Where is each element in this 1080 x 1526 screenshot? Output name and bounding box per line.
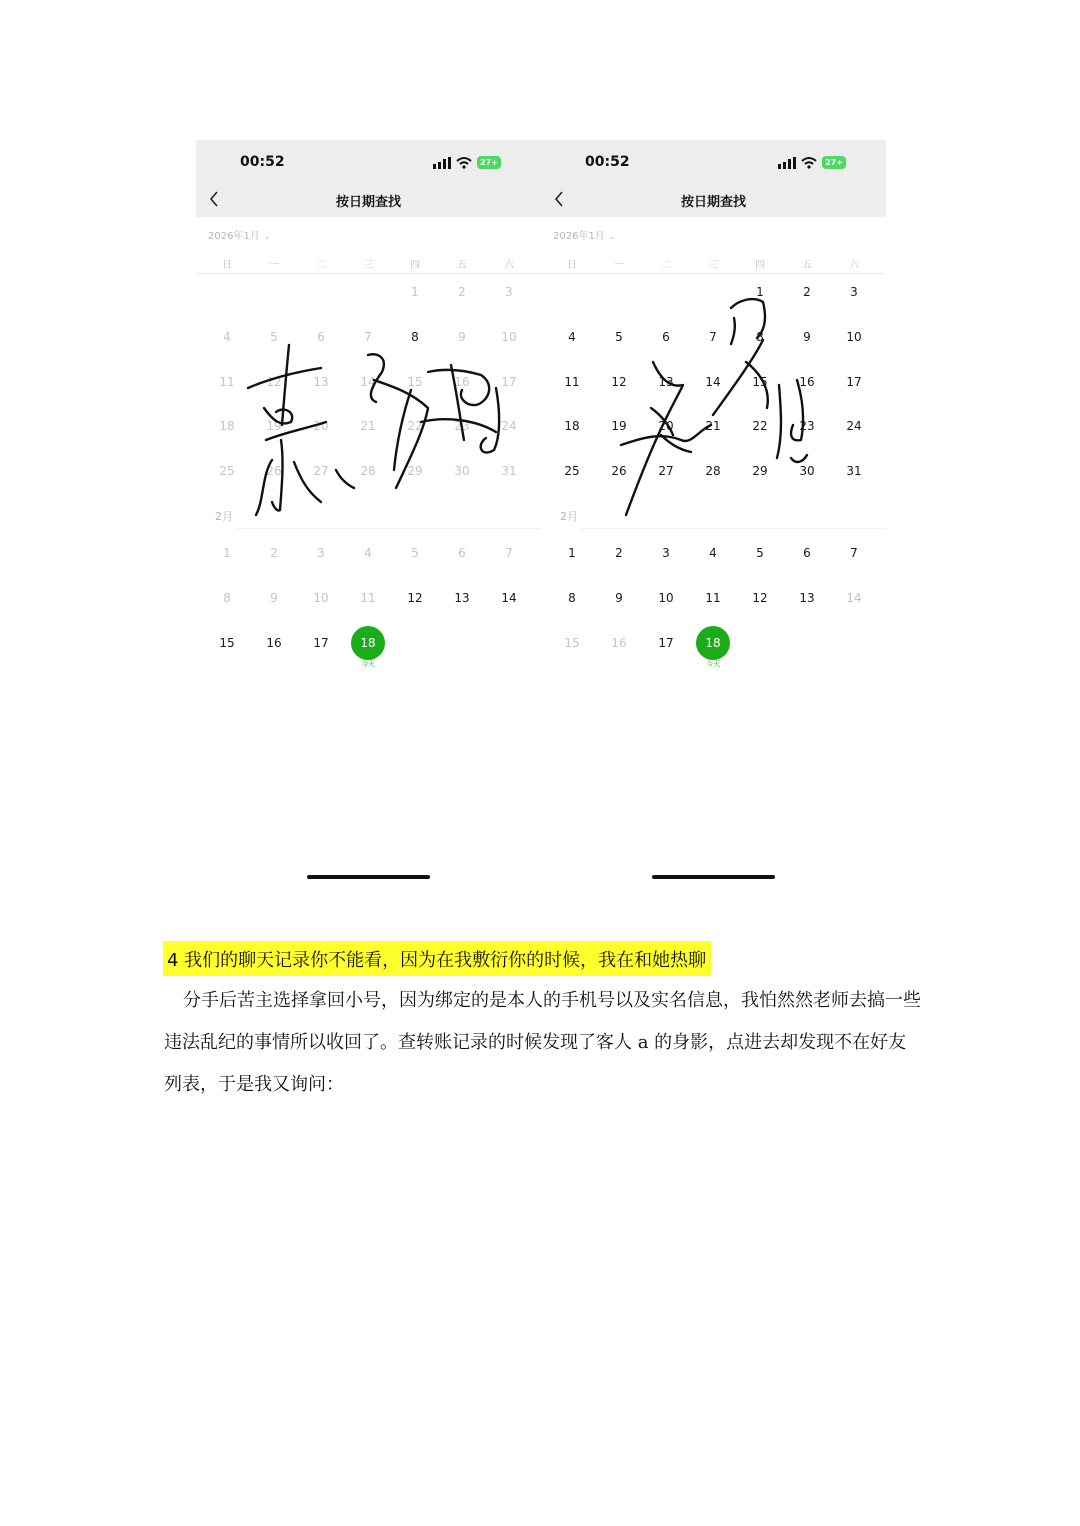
divider <box>236 528 541 529</box>
signal-icon <box>778 157 796 169</box>
battery-icon: 27+ <box>477 156 501 169</box>
calendar-day: 5 <box>270 330 278 344</box>
calendar-day[interactable]: 3 <box>662 546 670 560</box>
calendar-day[interactable]: 13 <box>454 591 470 605</box>
calendar-day: 20 <box>313 419 329 433</box>
handwritten-signature <box>541 140 886 890</box>
calendar-day[interactable]: 9 <box>615 591 623 605</box>
calendar-day[interactable]: 16 <box>799 375 815 389</box>
divider <box>581 528 886 529</box>
calendar-day[interactable]: 9 <box>803 330 811 344</box>
calendar-day[interactable]: 20 <box>658 419 674 433</box>
calendar-day: 2 <box>270 546 278 560</box>
calendar-day: 15 <box>407 375 423 389</box>
calendar-day[interactable]: 13 <box>799 591 815 605</box>
page-title: 按日期查找 <box>680 195 746 210</box>
calendar-day: 16 <box>611 636 627 650</box>
calendar-day[interactable]: 12 <box>407 591 423 605</box>
article-heading: 4 我们的聊天记录你不能看，因为在我敷衍你的时候，我在和她热聊 <box>163 941 711 976</box>
home-indicator <box>307 875 430 879</box>
calendar-day: 26 <box>266 464 282 478</box>
month-selector[interactable] <box>208 227 271 242</box>
weekday-label: 二 <box>316 260 326 271</box>
calendar-day: 30 <box>454 464 470 478</box>
weekday-label: 六 <box>504 260 514 271</box>
today-label: 今天 <box>706 660 720 668</box>
calendar-day[interactable]: 8 <box>756 330 764 344</box>
calendar-day: 8 <box>223 591 231 605</box>
calendar-day[interactable]: 4 <box>568 330 576 344</box>
calendar-day[interactable]: 12 <box>752 591 768 605</box>
home-indicator <box>652 875 775 879</box>
calendar-day[interactable]: 10 <box>846 330 862 344</box>
status-icons <box>433 155 503 171</box>
calendar-day[interactable]: 17 <box>313 636 329 650</box>
weekday-label: 三 <box>708 260 718 271</box>
calendar-day: 24 <box>501 419 517 433</box>
calendar-day[interactable]: 7 <box>709 330 717 344</box>
month-label-feb: 2月 <box>215 510 233 523</box>
month-selector-label: 2026年1月 <box>208 231 260 242</box>
calendar-day: 31 <box>501 464 517 478</box>
calendar-day: 12 <box>266 375 282 389</box>
month-selector[interactable] <box>553 227 616 242</box>
calendar-day[interactable]: 22 <box>752 419 768 433</box>
calendar-day: 10 <box>313 591 329 605</box>
month-selector-label: 2026年1月 <box>553 231 605 242</box>
weekday-label: 五 <box>802 260 812 271</box>
status-nav-bar <box>196 140 541 217</box>
calendar-day[interactable]: 25 <box>564 464 580 478</box>
status-time: 00:52 <box>585 154 630 170</box>
calendar-day[interactable]: 11 <box>705 591 721 605</box>
calendar-day-today[interactable]: 18 <box>696 626 730 660</box>
calendar-day-today[interactable]: 18 <box>351 626 385 660</box>
calendar-day[interactable]: 13 <box>658 375 674 389</box>
calendar-day[interactable]: 2 <box>615 546 623 560</box>
weekday-label: 三 <box>363 260 373 271</box>
battery-icon: 27+ <box>822 156 846 169</box>
weekday-label: 四 <box>410 260 420 271</box>
weekday-label: 二 <box>661 260 671 271</box>
calendar-day: 3 <box>317 546 325 560</box>
calendar-day: 11 <box>219 375 235 389</box>
calendar-day: 10 <box>501 330 517 344</box>
calendar-day: 23 <box>454 419 470 433</box>
calendar-day[interactable]: 14 <box>705 375 721 389</box>
calendar-day[interactable]: 31 <box>846 464 862 478</box>
weekday-label: 一 <box>614 260 624 271</box>
calendar-day: 11 <box>360 591 376 605</box>
calendar-day[interactable]: 24 <box>846 419 862 433</box>
chevron-down-icon: ⌄ <box>608 232 616 241</box>
calendar-day: 13 <box>313 375 329 389</box>
calendar-day[interactable]: 15 <box>219 636 235 650</box>
calendar-day[interactable]: 6 <box>662 330 670 344</box>
calendar-day: 19 <box>266 419 282 433</box>
status-icons <box>778 155 848 171</box>
calendar-day: 3 <box>505 285 513 299</box>
calendar-day[interactable]: 2 <box>803 285 811 299</box>
weekday-label: 五 <box>457 260 467 271</box>
calendar-day: 9 <box>458 330 466 344</box>
calendar-day: 7 <box>505 546 513 560</box>
calendar-day: 16 <box>454 375 470 389</box>
calendar-day[interactable]: 3 <box>850 285 858 299</box>
divider <box>196 273 541 274</box>
calendar-day[interactable]: 1 <box>568 546 576 560</box>
calendar-day: 25 <box>219 464 235 478</box>
month-label-feb: 2月 <box>560 510 578 523</box>
calendar-day[interactable]: 12 <box>611 375 627 389</box>
calendar-day: 5 <box>411 546 419 560</box>
handwritten-signature <box>196 140 541 890</box>
weekday-label: 四 <box>755 260 765 271</box>
divider <box>541 273 886 274</box>
calendar-day: 27 <box>313 464 329 478</box>
calendar-day: 6 <box>317 330 325 344</box>
calendar-screenshot-left <box>196 140 541 890</box>
calendar-day[interactable]: 30 <box>799 464 815 478</box>
calendar-day[interactable]: 17 <box>846 375 862 389</box>
calendar-day[interactable]: 11 <box>564 375 580 389</box>
calendar-day[interactable]: 10 <box>658 591 674 605</box>
calendar-day: 14 <box>360 375 376 389</box>
calendar-day[interactable]: 4 <box>709 546 717 560</box>
calendar-day[interactable]: 26 <box>611 464 627 478</box>
calendar-day[interactable]: 17 <box>658 636 674 650</box>
weekday-label: 一 <box>269 260 279 271</box>
calendar-day[interactable]: 14 <box>501 591 517 605</box>
calendar-day: 4 <box>223 330 231 344</box>
calendar-day: 1 <box>223 546 231 560</box>
calendar-day[interactable]: 15 <box>752 375 768 389</box>
calendar-day: 21 <box>360 419 376 433</box>
calendar-day[interactable]: 16 <box>266 636 282 650</box>
page-title: 按日期查找 <box>335 195 401 210</box>
calendar-day[interactable]: 28 <box>705 464 721 478</box>
calendar-day[interactable]: 7 <box>850 546 858 560</box>
calendar-screenshot-right <box>541 140 886 890</box>
signal-icon <box>433 157 451 169</box>
calendar-day[interactable]: 19 <box>611 419 627 433</box>
wifi-icon <box>456 156 472 169</box>
calendar-day[interactable]: 23 <box>799 419 815 433</box>
calendar-day: 17 <box>501 375 517 389</box>
article-paragraph: 分手后苦主选择拿回小号，因为绑定的是本人的手机号以及实名信息，我怕然然老师去搞一些违法乱纪的事情所以收回了。查转账记录的时候发现了客人 a 的身影，点进去却发现不在好友列表，于是我又询问： <box>164 990 921 1095</box>
calendar-day: 28 <box>360 464 376 478</box>
calendar-day[interactable]: 1 <box>756 285 764 299</box>
calendar-day: 29 <box>407 464 423 478</box>
calendar-day[interactable]: 5 <box>756 546 764 560</box>
calendar-day: 14 <box>846 591 862 605</box>
wifi-icon <box>801 156 817 169</box>
today-label: 今天 <box>361 660 375 668</box>
calendar-day: 7 <box>364 330 372 344</box>
calendar-day: 6 <box>458 546 466 560</box>
chevron-down-icon: ⌄ <box>263 232 271 241</box>
calendar-day: 4 <box>364 546 372 560</box>
calendar-day: 9 <box>270 591 278 605</box>
status-time: 00:52 <box>240 154 285 170</box>
calendar-day: 18 <box>219 419 235 433</box>
weekday-label: 日 <box>222 260 232 271</box>
calendar-day[interactable]: 27 <box>658 464 674 478</box>
calendar-day: 2 <box>458 285 466 299</box>
calendar-day[interactable]: 29 <box>752 464 768 478</box>
calendar-day[interactable]: 8 <box>411 330 419 344</box>
weekday-label: 六 <box>849 260 859 271</box>
status-nav-bar <box>541 140 886 217</box>
calendar-day[interactable]: 6 <box>803 546 811 560</box>
calendar-day[interactable]: 18 <box>564 419 580 433</box>
calendar-day[interactable]: 8 <box>568 591 576 605</box>
calendar-day: 22 <box>407 419 423 433</box>
calendar-day[interactable]: 5 <box>615 330 623 344</box>
calendar-day: 1 <box>411 285 419 299</box>
weekday-label: 日 <box>567 260 577 271</box>
calendar-day[interactable]: 21 <box>705 419 721 433</box>
calendar-day: 15 <box>564 636 580 650</box>
